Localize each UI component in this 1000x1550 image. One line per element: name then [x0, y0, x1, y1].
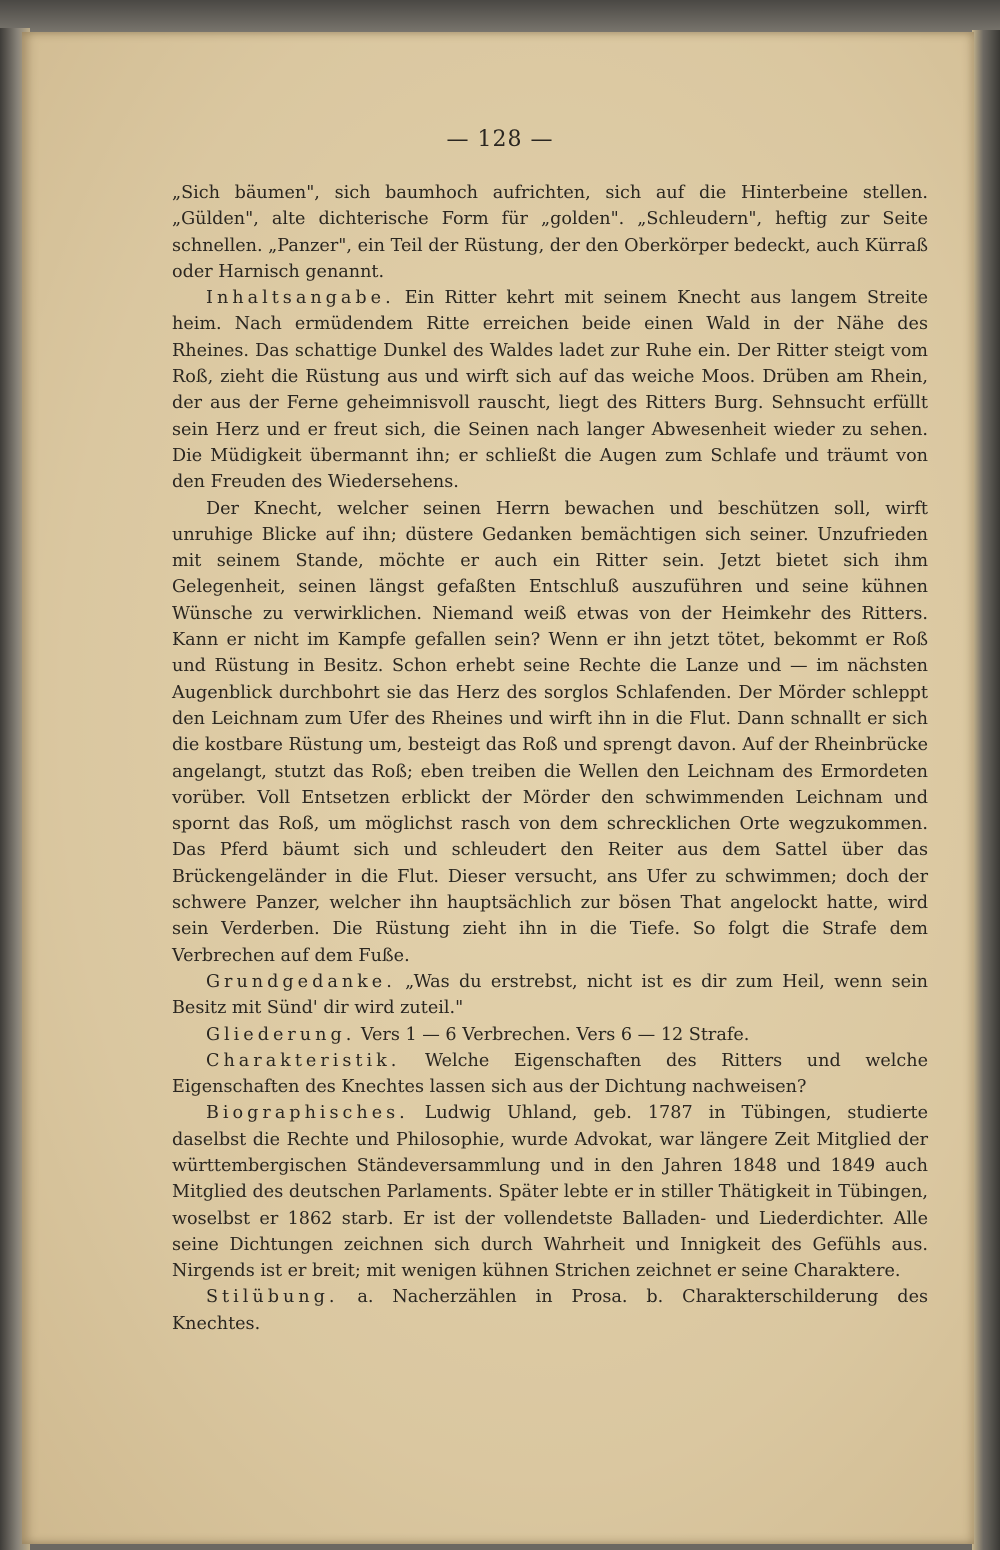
- heading-inhaltsangabe: Inhaltsangabe.: [206, 288, 395, 309]
- paragraph-glossary-text: „Sich bäumen", sich baumhoch aufrichten, sich auf die Hinterbeine stellen. „Gülden", alte dichterische Form für „golden". „Schleudern", heftig zur Seite schnellen. „Panzer", ein Teil der Rüstung, der den Oberkörper bedeckt, auch Kürraß oder Harnisch genannt.: [172, 183, 928, 282]
- paragraph-biographisches: [172, 1100, 928, 1284]
- heading-charakteristik: Charakteristik.: [206, 1050, 401, 1071]
- paragraph-inhaltsangabe: [172, 285, 928, 495]
- paragraph-gliederung: [172, 1022, 928, 1048]
- paragraph-knecht: [172, 496, 928, 969]
- heading-stiluebung: Stilübung.: [206, 1287, 339, 1308]
- paragraph-charakteristik: [172, 1048, 928, 1101]
- page-number: — 128 —: [446, 127, 554, 152]
- paragraph-glossary: [172, 180, 928, 285]
- heading-grundgedanke: Grundgedanke.: [206, 971, 396, 992]
- paragraph-grundgedanke: [172, 969, 928, 1022]
- paragraph-inhaltsangabe-text: Ein Ritter kehrt mit seinem Knecht aus langem Streite heim. Nach ermüdendem Ritte erreichen beide einen Wald in der Nähe des Rheines. Das schattige Dunkel des Waldes ladet zur Ruhe ein. Der Ritter steigt vom Roß, zieht die Rüstung aus und wirft sich auf das weiche Moos. Drüben am Rhein, der aus der Ferne geheimnisvoll rauscht, liegt des Ritters Burg. Sehnsucht erfüllt sein Herz und er freut sich, die Seinen nach langer Abwesenheit wieder zu sehen. Die Müdigkeit übermannt ihn; er schließt die Augen zum Schlafe und träumt von den Freuden des Wiedersehens.: [172, 288, 928, 493]
- book-right-edge: [972, 30, 1000, 1550]
- paragraph-knecht-text: Der Knecht, welcher seinen Herrn bewachen und beschützen soll, wirft unruhige Blicke auf ihn; düstere Gedanken bemächtigen sich seiner. Unzufrieden mit seinem Stande, möchte er auch ein Ritter sein. Jetzt bietet sich ihm Gelegenheit, seinen längst gefaßten Entschluß auszuführen und seine kühnen Wünsche zu verwirklichen. Niemand weiß etwas von der Heimkehr des Ritters. Kann er nicht im Kampfe gefallen sein? Wenn er ihn jetzt tötet, bekommt er Roß und Rüstung in Besitz. Schon erhebt seine Rechte die Lanze und — im nächsten Augenblick durchbohrt sie das Herz des sorglos Schlafenden. Der Mörder schleppt den Leichnam zum Ufer des Rheines und wirft ihn in die Flut. Dann schnallt er sich die kostbare Rüstung um, besteigt das Roß und sprengt davon. Auf der Rheinbrücke angelangt, stutzt das Roß; eben treiben die Wellen den Leichnam des Ermordeten vorüber. Voll Entsetzen erblickt der Mörder den schwimmenden Leichnam und spornt das Roß, um möglichst rasch von dem schrecklichen Orte wegzukommen. Das Pferd bäumt sich und schleudert den Reiter aus dem Sattel über das Brückengeländer in die Flut. Dieser versucht, ans Ufer zu schwimmen; doch der schwere Panzer, welcher ihn hauptsächlich zur bösen That angelockt hatte, wird sein Verderben. Die Rüstung zieht ihn in die Tiefe. So folgt die Strafe dem Verbrechen auf dem Fuße.: [172, 498, 928, 966]
- paragraph-grundgedanke-text: „Was du erstrebst, nicht ist es dir zum Heil, wenn sein Besitz mit Sünd' dir wird zuteil.": [172, 971, 928, 1019]
- paragraph-stiluebung: [172, 1284, 928, 1337]
- paragraph-stiluebung-text: a. Nacherzählen in Prosa. b. Charakterschilderung des Knechtes.: [172, 1287, 929, 1334]
- paragraph-charakteristik-text: Welche Eigenschaften des Ritters und welche Eigenschaften des Knechtes lassen sich aus der Dichtung nachweisen?: [172, 1050, 929, 1098]
- body-text: [172, 180, 928, 1337]
- heading-biographisches: Biographisches.: [206, 1103, 409, 1124]
- paragraph-gliederung-text: Vers 1 — 6 Verbrechen. Vers 6 — 12 Strafe.: [360, 1024, 750, 1045]
- heading-gliederung: Gliederung.: [206, 1024, 356, 1045]
- book-top-edge: [0, 0, 1000, 34]
- paragraph-biographisches-text: Ludwig Uhland, geb. 1787 in Tübingen, studierte daselbst die Rechte und Philosophie, wurde Advokat, war längere Zeit Mitglied der württembergischen Ständeversammlung und in den Jahren 1848 und 1849 auch Mitglied des deutschen Parlaments. Später lebte er in stiller Thätigkeit in Tübingen, woselbst er 1862 starb. Er ist der vollendetste Balladen- und Liederdichter. Alle seine Dichtungen zeichnen sich durch Wahrheit und Innigkeit des Gefühls aus. Nirgends ist er breit; mit wenigen kühnen Strichen zeichnet er seine Charaktere.: [172, 1103, 928, 1282]
